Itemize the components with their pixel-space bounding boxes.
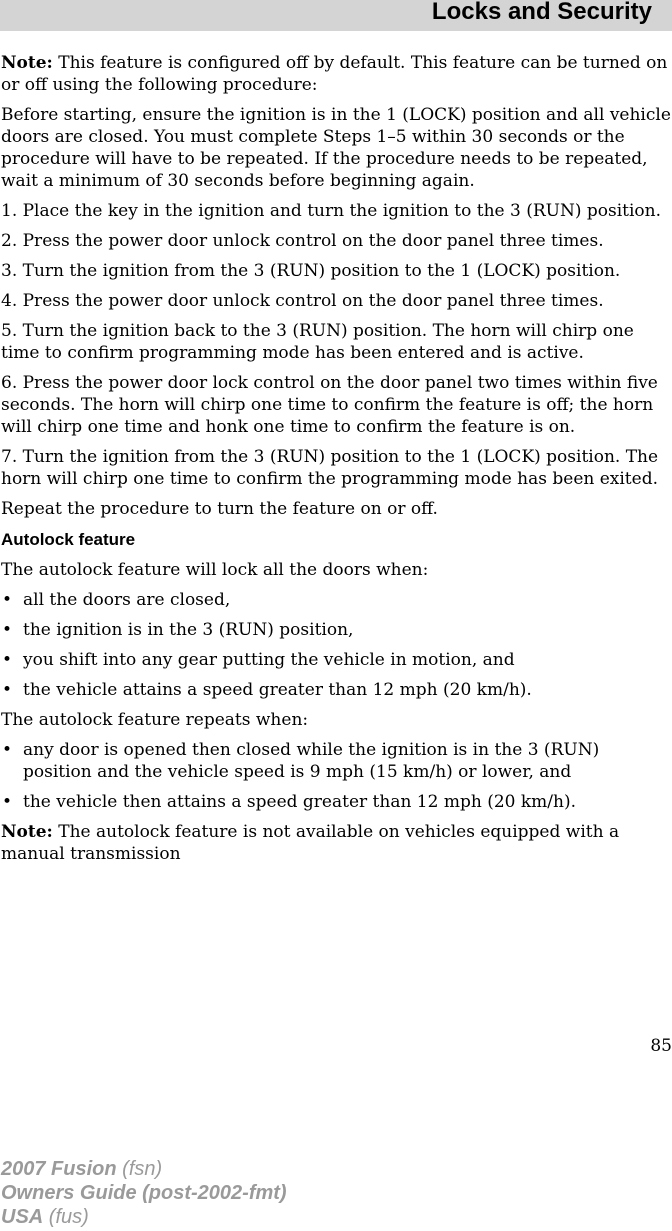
autolock-lock-intro: The autolock feature will lock all the doors when:: [1, 560, 429, 580]
page-title: Locks and Security: [431, 0, 652, 25]
before-starting-paragraph: Before starting, ensure the ignition is in the 1 (LOCK) position and all vehicle doors are closed. You must complete Steps 1–5 within 30 seconds or the procedure will have to be repeated. If the procedure needs to be repeated, wait a minimum of 30 seconds before beginning again.: [1, 105, 671, 191]
bullet-icon: •: [2, 650, 13, 670]
list-item-text: the vehicle attains a speed greater than 12 mph (20 km/h).: [23, 680, 532, 700]
bullet-icon: •: [2, 620, 13, 640]
list-item-text: you shift into any gear putting the vehicle in motion, and: [23, 650, 515, 670]
list-item-text: the vehicle then attains a speed greater than 12 mph (20 km/h).: [23, 792, 576, 812]
repeat-paragraph: Repeat the procedure to turn the feature on or off.: [1, 499, 438, 519]
list-item: [1, 619, 671, 641]
bullet-icon: •: [2, 680, 13, 700]
note-label: Note:: [1, 822, 53, 842]
list-item-text: the ignition is in the 3 (RUN) position,: [23, 620, 354, 640]
list-item: [1, 679, 671, 701]
footer: [1, 1157, 287, 1229]
footer-model-code: (fsn): [116, 1158, 163, 1180]
autolock-repeat-intro: The autolock feature repeats when:: [1, 710, 309, 730]
note-label: Note:: [1, 53, 53, 73]
step-6: 6. Press the power door lock control on the door panel two times within five seconds. The horn will chirp one time to confirm the feature is off; the horn will chirp one time and honk one time to confirm the feature is on.: [1, 373, 658, 437]
note-text: This feature is configured off by default. This feature can be turned on or off using the following procedure:: [1, 53, 668, 95]
section-heading-autolock: Autolock feature: [1, 530, 136, 549]
list-item: [1, 739, 671, 783]
footer-line-3: [1, 1205, 287, 1229]
footer-line-1: [1, 1157, 287, 1181]
page-content: [1, 52, 671, 873]
step-7: 7. Turn the ignition from the 3 (RUN) position to the 1 (LOCK) position. The horn will chirp one time to confirm the programming mode has been exited.: [1, 447, 659, 489]
step-4: 4. Press the power door unlock control on the door panel three times.: [1, 291, 604, 311]
page-number: 85: [650, 1036, 672, 1056]
step-5: 5. Turn the ignition back to the 3 (RUN) position. The horn will chirp one time to confirm programming mode has been entered and is active.: [1, 321, 634, 363]
bullet-icon: •: [2, 740, 13, 760]
bullet-icon: •: [2, 792, 13, 812]
footer-market: USA: [1, 1206, 44, 1228]
header-bar: [0, 0, 672, 31]
bullet-icon: •: [2, 590, 13, 610]
step-2: 2. Press the power door unlock control on the door panel three times.: [1, 231, 604, 251]
step-1: 1. Place the key in the ignition and turn the ignition to the 3 (RUN) position.: [1, 201, 662, 221]
note-text: The autolock feature is not available on vehicles equipped with a manual transmission: [1, 822, 620, 864]
intro-note: [1, 52, 671, 96]
footer-guide: Owners Guide (post-2002-fmt): [1, 1182, 287, 1204]
list-item: [1, 791, 671, 813]
footer-market-code: (fus): [43, 1206, 89, 1228]
footer-model: 2007 Fusion: [1, 1158, 117, 1180]
list-item-text: all the doors are closed,: [23, 590, 231, 610]
footer-line-2: [1, 1181, 287, 1205]
list-item-text: any door is opened then closed while the ignition is in the 3 (RUN) position and the vehicle speed is 9 mph (15 km/h) or lower, and: [23, 740, 600, 782]
step-3: 3. Turn the ignition from the 3 (RUN) position to the 1 (LOCK) position.: [1, 261, 621, 281]
list-item: [1, 589, 671, 611]
list-item: [1, 649, 671, 671]
autolock-note: [1, 821, 671, 865]
